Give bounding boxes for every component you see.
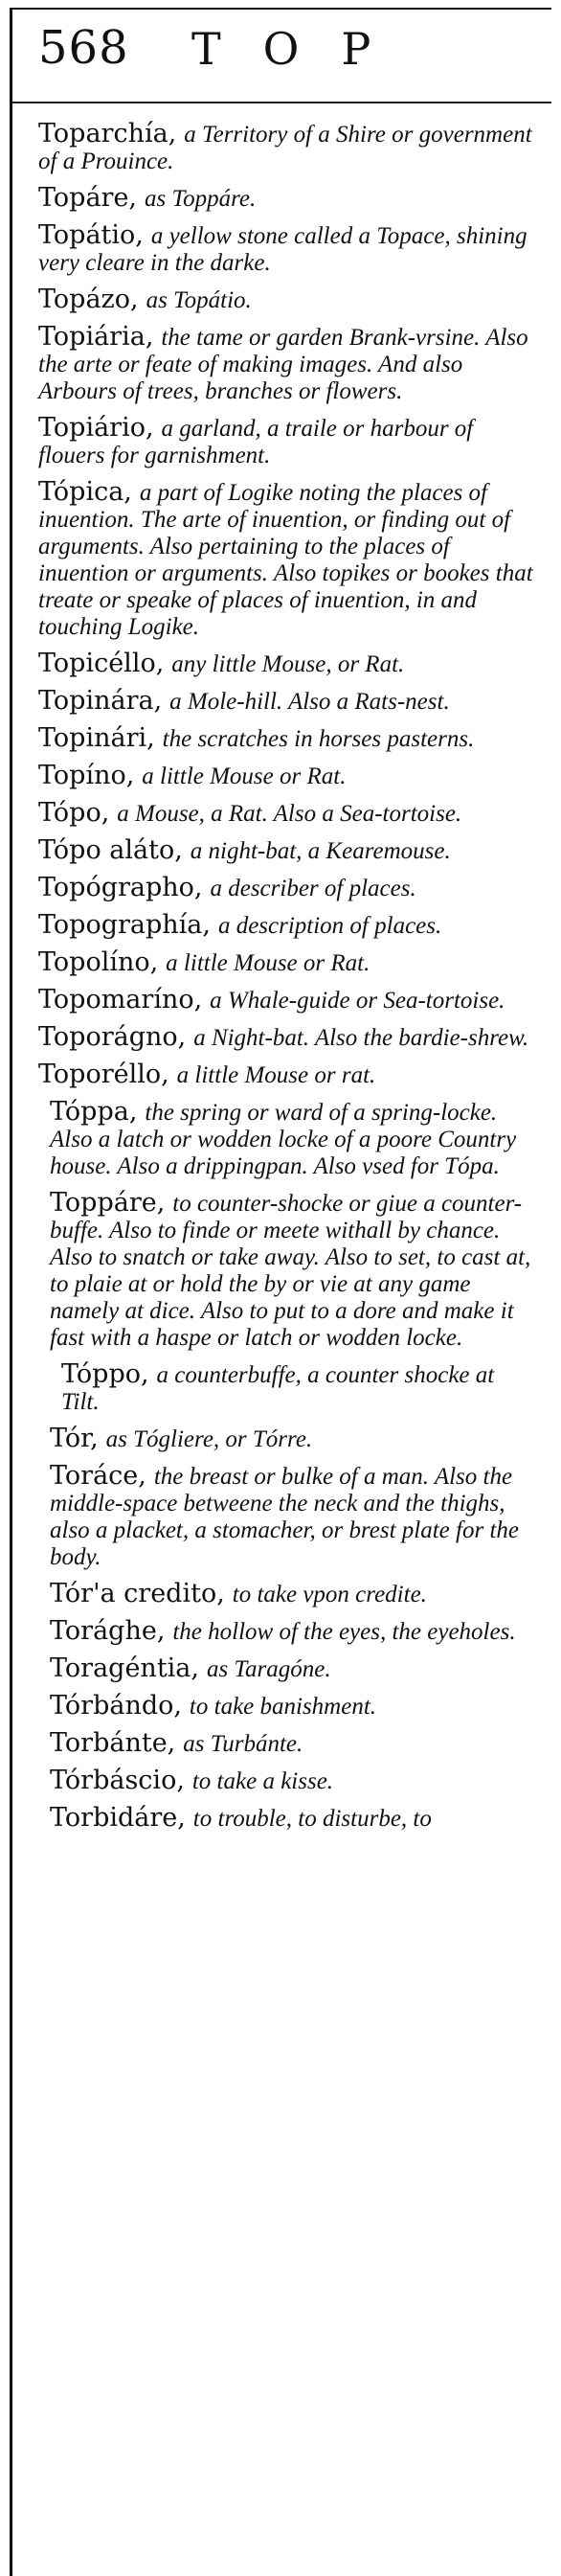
definition: any little Mouse, or Rat. bbox=[171, 651, 405, 677]
entry bbox=[38, 1581, 534, 1607]
entry bbox=[38, 912, 534, 939]
entry bbox=[38, 222, 534, 276]
definition: a counterbuffe, a counter shocke at Tilt. bbox=[61, 1362, 495, 1415]
entry-list bbox=[38, 121, 534, 1842]
definition: to take a kisse. bbox=[191, 1768, 334, 1794]
entry bbox=[38, 1425, 534, 1452]
headword: Topiária, bbox=[38, 322, 154, 352]
definition: as Tógliere, or Tórre. bbox=[105, 1426, 313, 1452]
definition: the tame or garden Brank-vrsine. Also the arte or feate of making images. And also Arbours of trees, branches or flowers. bbox=[38, 325, 528, 404]
headword: Topiário, bbox=[38, 413, 154, 443]
definition: a little Mouse or Rat. bbox=[166, 950, 370, 976]
headword: Topolíno, bbox=[38, 947, 159, 977]
headword: Toppáre, bbox=[50, 1188, 166, 1218]
definition: to take banishment. bbox=[189, 1694, 377, 1720]
headword: Toparchía, bbox=[38, 119, 177, 148]
definition: the spring or ward of a spring-locke. Also a latch or wodden locke of a poore Country house. Also a drippingpan. Also vsed for Tópa. bbox=[50, 1100, 517, 1179]
headword: Tópica, bbox=[38, 477, 132, 507]
definition: a Night-bat. Also the bardie-shrew. bbox=[193, 1025, 529, 1051]
headword: Topíno, bbox=[38, 761, 135, 790]
definition: a Whale-guide or Sea-tortoise. bbox=[210, 988, 505, 1014]
left-border-rule bbox=[10, 8, 12, 2576]
entry bbox=[38, 1061, 534, 1088]
headword: Topógrapho, bbox=[38, 873, 203, 902]
headword: Topinára, bbox=[38, 686, 163, 716]
headword: Toporéllo, bbox=[38, 1060, 169, 1089]
definition: as Taragóne. bbox=[206, 1656, 331, 1682]
entry bbox=[38, 121, 534, 174]
entry bbox=[38, 837, 534, 864]
definition: to counter-shocke or giue a counter-buffe. Also to finde or meete withall by chance. Also to snatch or take away. Also to set, to cast at, to plaie at or hold the by or vie at any game namely at dice. Also to put to a dore and make it fast with a haspe or latch or wodden locke. bbox=[50, 1191, 531, 1351]
definition: a garland, a traile or harbour of flouers for garnishment. bbox=[38, 416, 474, 468]
headword: Tór'a credito, bbox=[50, 1579, 225, 1608]
headword: Tópo, bbox=[38, 798, 110, 828]
entry bbox=[38, 1618, 534, 1645]
headword: Toráce, bbox=[50, 1461, 146, 1491]
definition: a describer of places. bbox=[210, 876, 416, 901]
definition: a little Mouse or Rat. bbox=[142, 764, 347, 789]
entry bbox=[38, 1190, 534, 1351]
entry bbox=[38, 185, 534, 212]
headword: Topomaríno, bbox=[38, 985, 203, 1014]
entry bbox=[38, 725, 534, 752]
entry bbox=[38, 286, 534, 313]
entry bbox=[38, 1767, 534, 1794]
entry bbox=[38, 1361, 534, 1415]
entry bbox=[38, 688, 534, 715]
definition: a Territory of a Shire or government of a Prouince. bbox=[38, 122, 532, 174]
running-head: TOP bbox=[191, 23, 414, 75]
entry bbox=[38, 949, 534, 976]
headword: Torbánte, bbox=[50, 1728, 176, 1758]
headword: Tórbándo, bbox=[50, 1691, 182, 1721]
entry bbox=[38, 415, 534, 468]
entry bbox=[38, 1024, 534, 1051]
definition: as Turbánte. bbox=[183, 1731, 303, 1757]
definition: the breast or bulke of a man. Also the middle-space betweene the neck and the thighs, also a placket, a stomacher, or brest plate for the body. bbox=[50, 1464, 519, 1570]
headword: Tóppa, bbox=[50, 1097, 138, 1127]
headword: Topáre, bbox=[38, 183, 138, 213]
headword: Toporágno, bbox=[38, 1022, 187, 1052]
definition: a yellow stone called a Topace, shining very cleare in the darke. bbox=[38, 223, 527, 276]
entry bbox=[38, 1099, 534, 1179]
definition: a description of places. bbox=[217, 913, 442, 939]
entry bbox=[38, 324, 534, 404]
entry bbox=[38, 1805, 534, 1832]
page-number: 568 bbox=[38, 21, 129, 75]
definition: a little Mouse or rat. bbox=[176, 1062, 376, 1088]
definition: a Mole-hill. Also a Rats-nest. bbox=[169, 689, 450, 715]
entry bbox=[38, 1655, 534, 1682]
entry bbox=[38, 1693, 534, 1720]
entry bbox=[38, 875, 534, 901]
definition: to take vpon credite. bbox=[232, 1582, 427, 1607]
headword: Topázo, bbox=[38, 285, 139, 314]
headword: Tór, bbox=[50, 1424, 99, 1453]
top-border-rule bbox=[10, 8, 551, 10]
entry bbox=[38, 800, 534, 827]
definition: a night-bat, a Kearemouse. bbox=[190, 838, 451, 864]
headword: Torághe, bbox=[50, 1616, 166, 1646]
definition: the hollow of the eyes, the eyeholes. bbox=[172, 1619, 516, 1645]
entry bbox=[38, 1463, 534, 1570]
definition: as Topátio. bbox=[146, 287, 252, 313]
headword: Toragéntia, bbox=[50, 1653, 199, 1683]
headword: Topátio, bbox=[38, 220, 144, 250]
headword: Topographía, bbox=[38, 910, 211, 940]
headword: Torbidáre, bbox=[50, 1803, 186, 1833]
entry bbox=[38, 479, 534, 640]
headword: Tórbáscio, bbox=[50, 1766, 185, 1795]
entry bbox=[38, 763, 534, 789]
definition: to trouble, to disturbe, to bbox=[192, 1806, 432, 1832]
headword: Topinári, bbox=[38, 723, 155, 753]
definition: a Mouse, a Rat. Also a Sea-tortoise. bbox=[117, 801, 462, 827]
entry bbox=[38, 987, 534, 1014]
definition: a part of Logike noting the places of inuention. The arte of inuention, or finding out of arguments. Also pertaining to the places of inuention or arguments. Also topikes or bookes that treate or speake of places of inuention, in and touching Logike. bbox=[38, 480, 533, 640]
header-rule bbox=[12, 102, 551, 103]
headword: Topicéllo, bbox=[38, 649, 165, 678]
headword: Tóppo, bbox=[61, 1359, 149, 1389]
entry bbox=[38, 650, 534, 677]
definition: the scratches in horses pasterns. bbox=[162, 726, 475, 752]
definition: as Toppáre. bbox=[144, 186, 257, 212]
headword: Tópo aláto, bbox=[38, 835, 183, 865]
entry bbox=[38, 1730, 534, 1757]
